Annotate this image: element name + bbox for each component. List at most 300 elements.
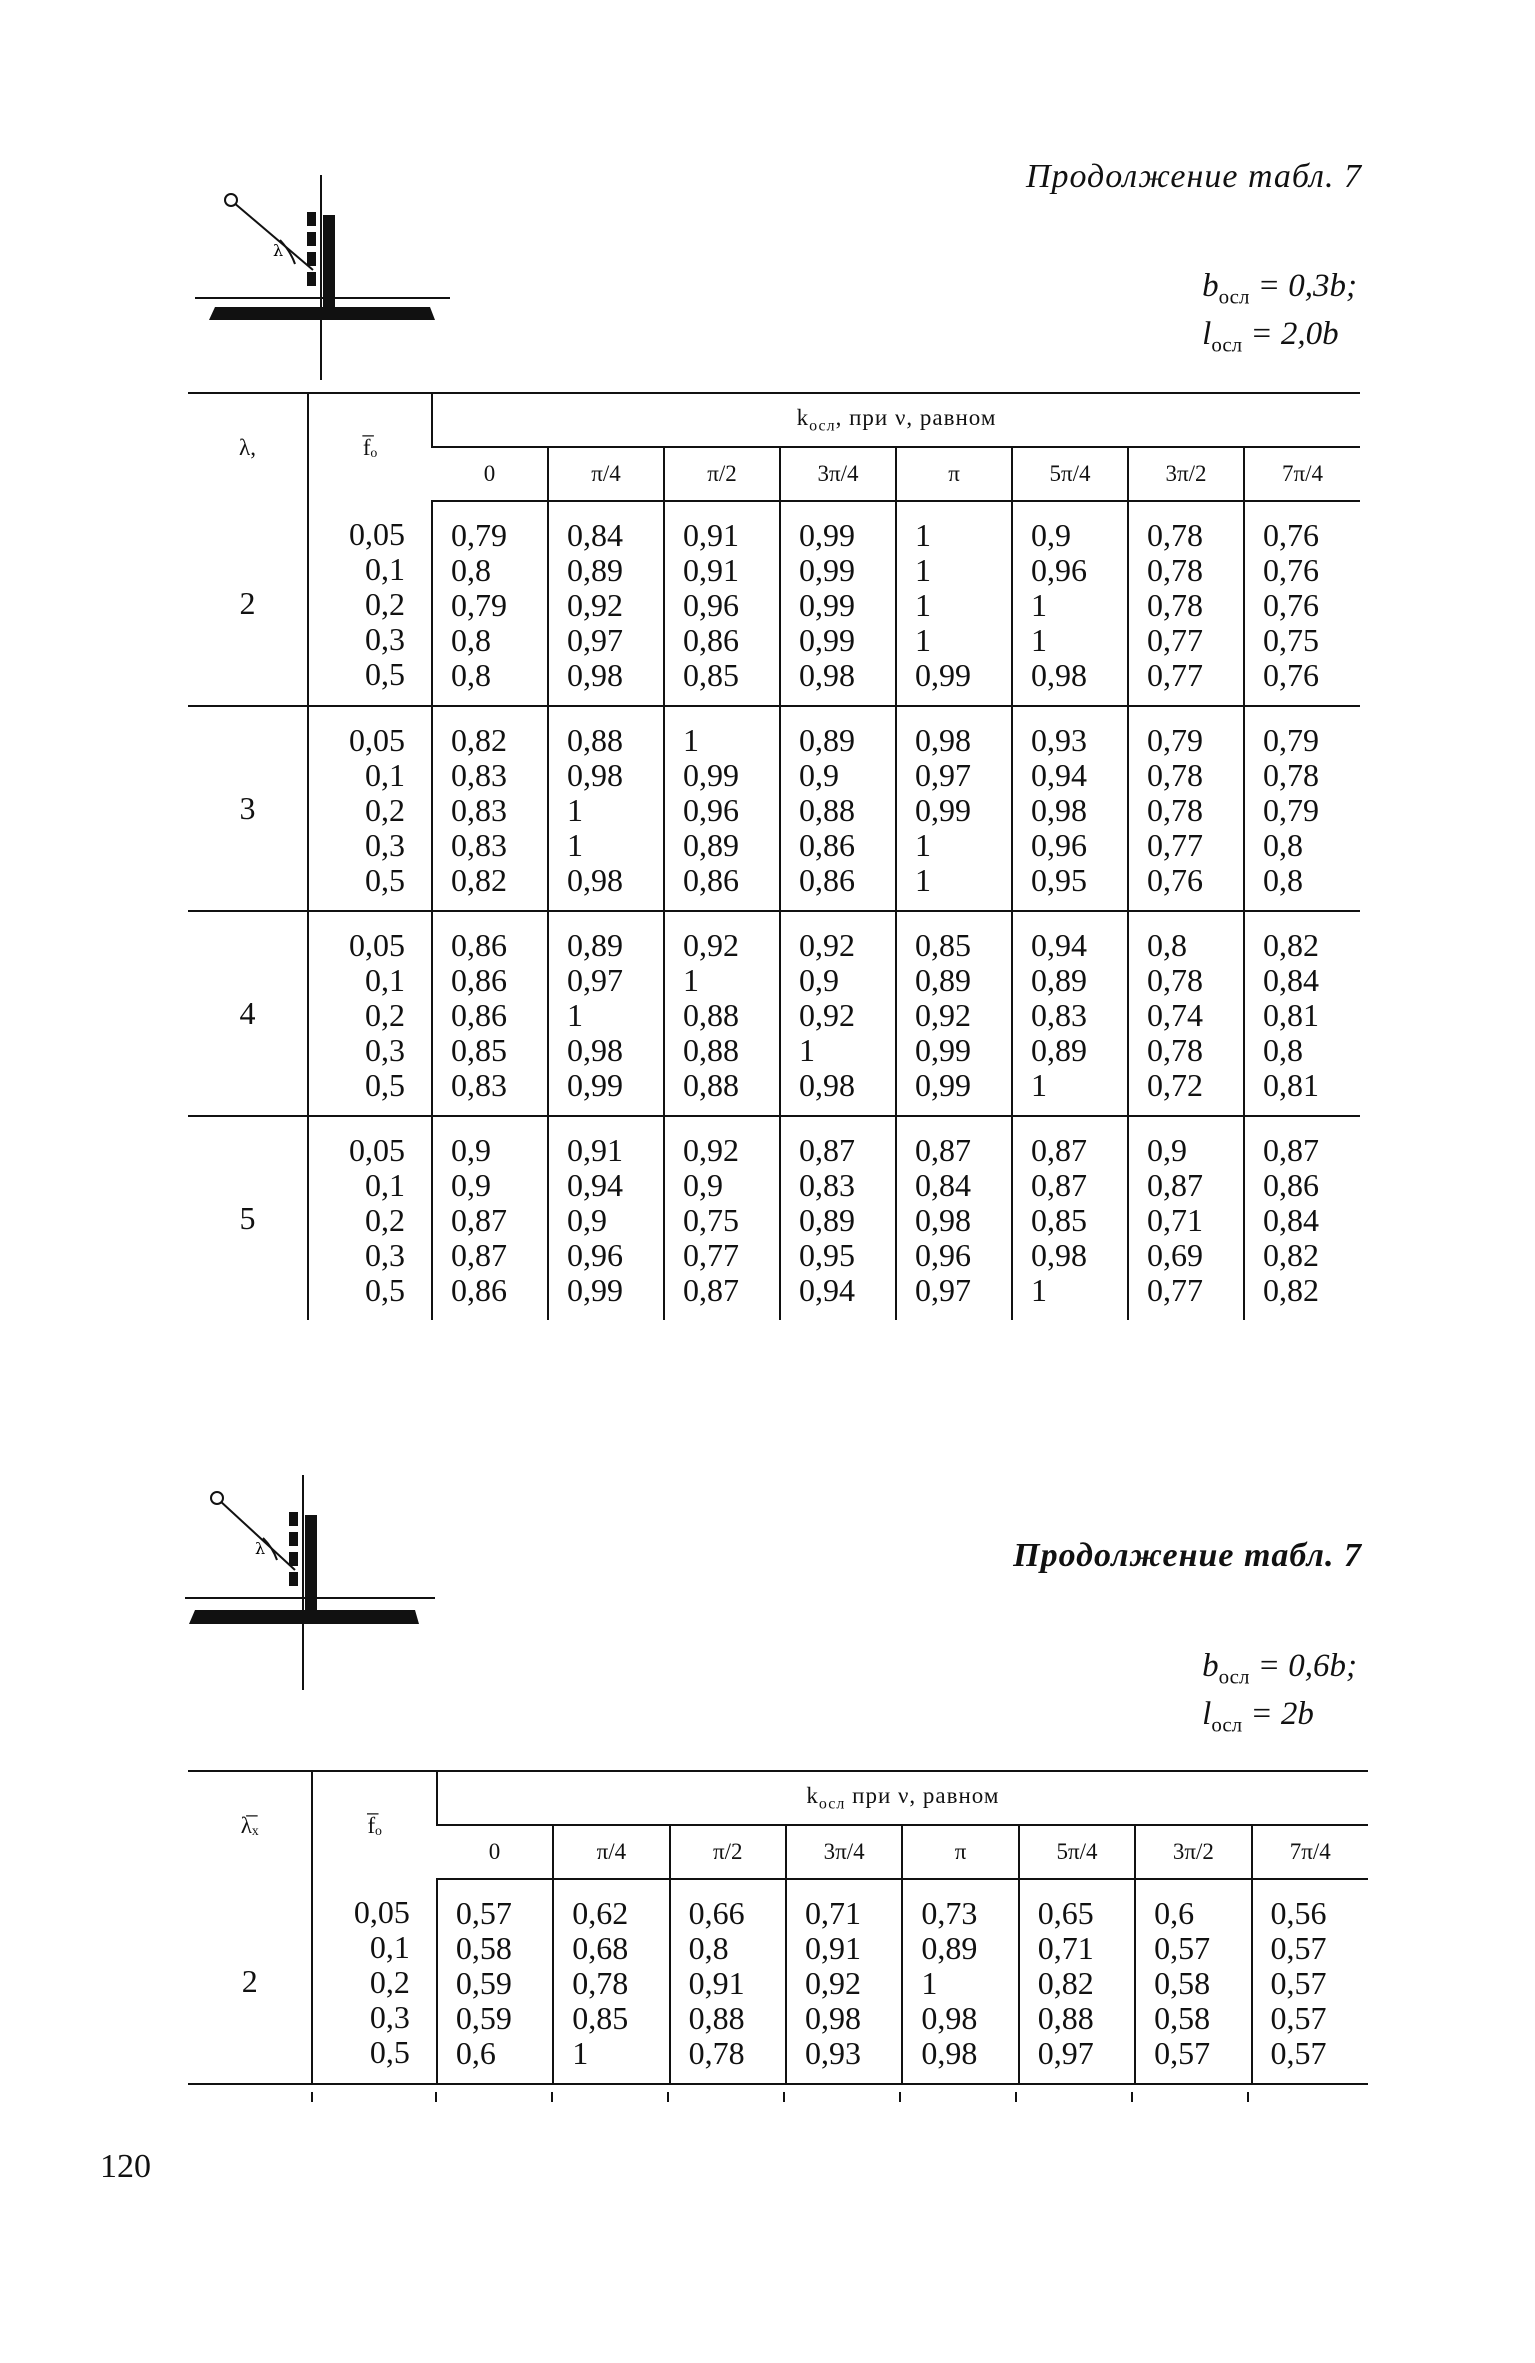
coefficient-value: 0,62 — [572, 1895, 629, 1931]
coefficient-value: 0,82 — [451, 722, 507, 758]
coefficient-value: 0,99 — [799, 552, 855, 588]
koef-subscript: осл — [809, 417, 836, 435]
coefficient-cell — [902, 1879, 1018, 2084]
weakened-zone-segment — [307, 212, 316, 226]
continuation-title: Продолжение табл. 7 — [1013, 1537, 1362, 1574]
coefficient-value: 0,92 — [683, 1132, 739, 1168]
coefficient-value: 0,65 — [1037, 1895, 1094, 1931]
coefficient-value: 0,99 — [915, 657, 971, 693]
coefficient-value: 0,99 — [915, 1067, 971, 1103]
coefficient-cell — [432, 1116, 548, 1320]
f-value: 0,1 — [365, 551, 405, 587]
f-cell — [312, 1879, 436, 2084]
coefficient-value: 0,81 — [1263, 1067, 1319, 1103]
coefficient-value: 0,89 — [799, 1202, 855, 1238]
coefficient-value: 0,57 — [1270, 2035, 1327, 2071]
column-tick — [1015, 2092, 1017, 2102]
coefficient-value: 1 — [1031, 1067, 1047, 1103]
coefficient-value: 0,89 — [799, 722, 855, 758]
column-tick — [899, 2092, 901, 2102]
coefficient-value: 0,6 — [1154, 1895, 1195, 1931]
angle-header: 0 — [437, 1825, 553, 1879]
load-point — [211, 1492, 223, 1504]
coefficient-value: 0,83 — [799, 1167, 855, 1203]
column-tick — [1247, 2092, 1249, 2102]
coefficient-value: 0,79 — [1147, 722, 1203, 758]
coefficient-value: 0,71 — [1147, 1202, 1203, 1238]
coefficient-value: 0,71 — [1037, 1930, 1094, 1966]
coefficient-value: 0,78 — [1147, 517, 1203, 553]
coefficient-header — [432, 393, 1360, 447]
coefficient-value: 0,98 — [915, 722, 971, 758]
coefficient-value: 0,78 — [1147, 1032, 1203, 1068]
lambda-cell: 5 — [188, 1116, 308, 1320]
coefficient-value: 0,84 — [1263, 962, 1319, 998]
coefficient-value: 0,97 — [915, 1272, 971, 1308]
coefficient-value: 0,86 — [799, 827, 855, 863]
coefficient-cell — [1012, 706, 1128, 911]
coefficient-value: 0,77 — [1147, 657, 1203, 693]
angle-header: 3π/2 — [1135, 1825, 1251, 1879]
coefficient-value: 0,83 — [1031, 997, 1087, 1033]
angle-header: 7π/4 — [1252, 1825, 1368, 1879]
lambda-cell: 2 — [188, 1879, 312, 2084]
coefficient-cell — [553, 1879, 669, 2084]
coefficient-value: 0,87 — [1031, 1132, 1087, 1168]
column-tick — [667, 2092, 669, 2102]
coefficient-value: 0,95 — [1031, 862, 1087, 898]
coefficient-cell — [1244, 1116, 1360, 1320]
koef-label: , при ν, равном — [835, 404, 997, 430]
coefficient-value: 0,73 — [921, 1895, 978, 1931]
coefficient-value: 0,9 — [451, 1132, 491, 1168]
coefficient-value: 0,71 — [804, 1895, 861, 1931]
coefficient-cell — [1012, 1116, 1128, 1320]
coefficient-value: 0,92 — [804, 1965, 861, 2001]
coefficient-value: 0,83 — [451, 1067, 507, 1103]
coefficient-value: 0,76 — [1263, 517, 1319, 553]
coefficient-value: 0,92 — [915, 997, 971, 1033]
coefficient-value: 0,94 — [799, 1272, 855, 1308]
coefficient-value: 0,9 — [1031, 517, 1071, 553]
coefficient-value: 0,76 — [1147, 862, 1203, 898]
coefficient-value: 0,87 — [915, 1132, 971, 1168]
coefficient-value: 0,97 — [915, 757, 971, 793]
coefficient-value: 0,98 — [921, 2000, 978, 2036]
coefficient-value: 0,92 — [567, 587, 623, 623]
coefficient-value: 0,87 — [799, 1132, 855, 1168]
koef-label: при ν, равном — [845, 1782, 1000, 1808]
coefficient-value: 0,77 — [1147, 622, 1203, 658]
coefficient-value: 0,94 — [567, 1167, 623, 1203]
coefficient-value: 0,83 — [451, 827, 507, 863]
coefficient-value: 0,9 — [567, 1202, 607, 1238]
coefficient-cell — [780, 501, 896, 706]
coefficient-value: 0,8 — [1263, 827, 1303, 863]
coefficient-cell — [896, 911, 1012, 1116]
coefficient-cell — [432, 911, 548, 1116]
coefficient-value: 0,8 — [1263, 1032, 1303, 1068]
f-value: 0,05 — [349, 722, 405, 758]
param-b: $b_{осл} = 0,3b$; — [1202, 268, 1357, 309]
coefficient-value: 0,98 — [567, 657, 623, 693]
coefficient-value: 1 — [915, 517, 931, 553]
coefficient-value: 0,85 — [683, 657, 739, 693]
coefficient-cell — [1128, 911, 1244, 1116]
angle-header: 3π/2 — [1128, 447, 1244, 501]
koef-symbol: k — [806, 1782, 819, 1808]
weakened-zone-segment — [289, 1572, 298, 1586]
header-row — [188, 1771, 1368, 1825]
column-tick — [551, 2092, 553, 2102]
coefficient-value: 0,99 — [915, 1032, 971, 1068]
f-value: 0,1 — [365, 1167, 405, 1203]
f-value: 0,2 — [365, 792, 405, 828]
angle-header: 3π/4 — [780, 447, 896, 501]
coefficient-value: 0,77 — [1147, 1272, 1203, 1308]
coefficient-value: 0,78 — [1147, 757, 1203, 793]
angle-lambda-mark: λ — [255, 1539, 266, 1558]
coefficient-cell — [1244, 501, 1360, 706]
f-value: 0,5 — [365, 1272, 405, 1308]
coefficient-value: 0,76 — [1263, 657, 1319, 693]
coefficient-value: 0,93 — [1031, 722, 1087, 758]
coefficient-value: 0,78 — [1263, 757, 1319, 793]
coefficient-value: 0,86 — [451, 927, 507, 963]
coefficient-value: 0,98 — [799, 657, 855, 693]
angle-lambda-mark: λ — [273, 241, 284, 260]
coefficient-value: 0,81 — [1263, 997, 1319, 1033]
coefficient-value: 0,96 — [1031, 827, 1087, 863]
coefficient-value: 0,84 — [1263, 1202, 1319, 1238]
coefficient-cell — [786, 1879, 902, 2084]
coefficient-value: 0,72 — [1147, 1067, 1203, 1103]
coefficient-value: 0,8 — [1147, 927, 1187, 963]
coefficient-cell — [1244, 706, 1360, 911]
coefficient-value: 0,96 — [915, 1237, 971, 1273]
coefficient-value: 1 — [915, 552, 931, 588]
f-cell — [308, 1116, 432, 1320]
coefficient-value: 0,58 — [455, 1930, 512, 1966]
coefficient-value: 0,86 — [451, 1272, 507, 1308]
coefficient-cell — [548, 706, 664, 911]
coefficient-value: 1 — [799, 1032, 815, 1068]
load-line — [219, 1500, 295, 1570]
coefficient-value: 0,84 — [915, 1167, 971, 1203]
coefficient-value: 0,99 — [799, 587, 855, 623]
coefficient-value: 0,9 — [451, 1167, 491, 1203]
coefficient-value: 1 — [915, 827, 931, 863]
table-row — [188, 1116, 1360, 1320]
f-value: 0,3 — [369, 1999, 410, 2035]
coefficient-value: 0,83 — [451, 757, 507, 793]
coefficient-value: 0,84 — [567, 517, 623, 553]
coefficient-cell — [664, 1116, 780, 1320]
continuation-title: Продолжение табл. 7 — [1025, 158, 1362, 195]
coefficient-cell — [1128, 706, 1244, 911]
coefficient-value: 0,66 — [688, 1895, 745, 1931]
coefficient-cell — [1252, 1879, 1368, 2084]
koef-subscript: осл — [818, 1795, 846, 1813]
f-header: f̅ₒ — [308, 393, 432, 501]
coefficient-value: 0,74 — [1147, 997, 1203, 1033]
coefficient-cell — [664, 706, 780, 911]
coefficient-value: 1 — [915, 622, 931, 658]
coefficient-header — [437, 1771, 1368, 1825]
coefficient-value: 0,59 — [455, 1965, 512, 2001]
coefficient-value: 0,98 — [567, 1032, 623, 1068]
coefficient-value: 1 — [683, 722, 699, 758]
coefficient-value: 0,99 — [683, 757, 739, 793]
coefficient-value: 0,92 — [799, 927, 855, 963]
weakened-zone-segment — [289, 1512, 298, 1526]
coefficient-value: 1 — [567, 827, 583, 863]
coefficient-cell — [1012, 911, 1128, 1116]
coefficient-value: 1 — [683, 962, 699, 998]
angle-header: 5π/4 — [1019, 1825, 1135, 1879]
coefficient-value: 0,89 — [915, 962, 971, 998]
coefficient-cell — [896, 706, 1012, 911]
coefficient-value: 0,78 — [688, 2035, 745, 2071]
f-value: 0,2 — [365, 586, 405, 622]
f-value: 0,5 — [365, 1067, 405, 1103]
coefficient-value: 0,8 — [688, 1930, 729, 1966]
coefficient-value: 0,82 — [1263, 1272, 1319, 1308]
coefficient-value: 0,96 — [1031, 552, 1087, 588]
coefficient-value: 0,79 — [1263, 792, 1319, 828]
coefficient-value: 0,98 — [1031, 1237, 1087, 1273]
coefficient-value: 0,8 — [1263, 862, 1303, 898]
coefficient-value: 1 — [921, 1965, 938, 2001]
lambda-header: λ̅ₓ — [188, 1771, 312, 1879]
coefficient-value: 0,87 — [1147, 1167, 1203, 1203]
coefficient-value: 0,98 — [915, 1202, 971, 1238]
coefficient-value: 0,68 — [572, 1930, 629, 1966]
coefficient-value: 0,98 — [921, 2035, 978, 2071]
f-value: 0,2 — [365, 997, 405, 1033]
coefficient-value: 0,57 — [455, 1895, 512, 1931]
coefficient-value: 0,83 — [451, 792, 507, 828]
param-b: $b_{осл} = 0,6b$; — [1202, 1648, 1357, 1689]
coefficient-cell — [780, 1116, 896, 1320]
coefficient-value: 0,8 — [451, 552, 491, 588]
f-cell — [308, 501, 432, 706]
coefficient-value: 0,98 — [1031, 657, 1087, 693]
coefficient-cell — [432, 501, 548, 706]
coefficient-value: 0,97 — [567, 962, 623, 998]
f-value: 0,2 — [369, 1964, 410, 2000]
coefficient-value: 0,9 — [683, 1167, 723, 1203]
coefficient-value: 0,98 — [804, 2000, 861, 2036]
coefficient-value: 0,88 — [683, 1032, 739, 1068]
coefficient-value: 0,98 — [1031, 792, 1087, 828]
coefficient-value: 0,91 — [804, 1930, 861, 1966]
coefficient-value: 0,87 — [451, 1202, 507, 1238]
coefficient-cell — [1012, 501, 1128, 706]
coefficient-value: 1 — [915, 862, 931, 898]
coefficient-value: 0,77 — [1147, 827, 1203, 863]
coefficient-value: 0,92 — [799, 997, 855, 1033]
coefficient-cell — [548, 911, 664, 1116]
coefficient-value: 0,78 — [1147, 962, 1203, 998]
coefficient-value: 0,96 — [683, 587, 739, 623]
f-value: 0,3 — [365, 1032, 405, 1068]
coefficient-value: 0,85 — [915, 927, 971, 963]
lambda-cell: 4 — [188, 911, 308, 1116]
coefficient-value: 0,78 — [1147, 587, 1203, 623]
angle-header: 5π/4 — [1012, 447, 1128, 501]
coefficient-value: 0,57 — [1270, 1965, 1327, 2001]
f-cell — [308, 706, 432, 911]
coefficient-value: 0,87 — [451, 1237, 507, 1273]
coefficient-value: 0,89 — [1031, 962, 1087, 998]
coefficient-cell — [1019, 1879, 1135, 2084]
coefficient-cell — [548, 501, 664, 706]
coefficient-value: 0,89 — [921, 1930, 978, 1966]
coefficient-value: 0,89 — [567, 552, 623, 588]
f-cell — [308, 911, 432, 1116]
coefficient-value: 0,87 — [1263, 1132, 1319, 1168]
coefficient-value: 0,79 — [1263, 722, 1319, 758]
lambda-cell: 2 — [239, 584, 256, 621]
coefficient-value: 0,98 — [799, 1067, 855, 1103]
column-tick — [783, 2092, 785, 2102]
angle-section-diagram — [195, 170, 475, 380]
coefficient-value: 0,82 — [1263, 1237, 1319, 1273]
f-value: 0,05 — [349, 516, 405, 552]
coefficient-value: 0,82 — [451, 862, 507, 898]
coefficient-value: 0,78 — [1147, 552, 1203, 588]
coefficient-cell — [664, 501, 780, 706]
coefficient-value: 0,89 — [567, 927, 623, 963]
weakened-zone-segment — [289, 1532, 298, 1546]
coefficient-value: 0,8 — [451, 657, 491, 693]
coefficient-cell — [896, 501, 1012, 706]
coefficient-value: 0,96 — [567, 1237, 623, 1273]
coefficient-cell — [1128, 1116, 1244, 1320]
f-value: 0,1 — [369, 1929, 410, 1965]
angle-header: π — [902, 1825, 1018, 1879]
table-row — [188, 911, 1360, 1116]
coefficient-value: 0,85 — [1031, 1202, 1087, 1238]
angle-header: 0 — [432, 447, 548, 501]
coefficient-value: 0,91 — [567, 1132, 623, 1168]
coefficient-value: 0,6 — [455, 2035, 496, 2071]
coefficient-value: 0,56 — [1270, 1895, 1327, 1931]
page-number: 120 — [100, 2148, 151, 2185]
coefficient-value: 0,79 — [451, 517, 507, 553]
coefficient-value: 0,78 — [572, 1965, 629, 2001]
coefficient-value: 0,95 — [799, 1237, 855, 1273]
param-l: $l_{осл} = 2b$ — [1202, 1695, 1314, 1737]
weakened-zone-segment — [307, 232, 316, 246]
table-row — [188, 706, 1360, 911]
coefficient-value: 0,88 — [567, 722, 623, 758]
coefficient-value: 0,78 — [1147, 792, 1203, 828]
coefficient-value: 0,86 — [799, 862, 855, 898]
coefficient-value: 0,86 — [1263, 1167, 1319, 1203]
param-l: $l_{осл} = 2,0b$ — [1202, 315, 1339, 357]
angle-header: π — [896, 447, 1012, 501]
coefficient-value: 0,86 — [683, 622, 739, 658]
angle-header: π/2 — [670, 1825, 786, 1879]
coefficient-value: 0,58 — [1154, 1965, 1211, 2001]
coefficient-value: 0,86 — [451, 962, 507, 998]
coefficient-value: 0,57 — [1270, 2000, 1327, 2036]
coefficient-value: 0,57 — [1270, 1930, 1327, 1966]
f-value: 0,05 — [353, 1894, 410, 1930]
coefficient-cell — [437, 1879, 553, 2084]
coefficient-value: 0,57 — [1154, 2035, 1211, 2071]
f-value: 0,3 — [365, 1237, 405, 1273]
coefficient-cell — [1135, 1879, 1251, 2084]
angle-header: π/2 — [664, 447, 780, 501]
coefficient-table — [188, 1770, 1368, 2085]
coefficient-value: 0,87 — [1031, 1167, 1087, 1203]
coefficient-value: 0,85 — [451, 1032, 507, 1068]
coefficient-value: 0,77 — [683, 1237, 739, 1273]
coefficient-value: 0,88 — [688, 2000, 745, 2036]
coefficient-value: 1 — [1031, 1272, 1047, 1308]
coefficient-value: 0,79 — [451, 587, 507, 623]
angle-section-diagram — [185, 1470, 455, 1690]
weakened-zone-segment — [289, 1552, 298, 1566]
coefficient-value: 0,92 — [683, 927, 739, 963]
coefficient-value: 0,91 — [683, 552, 739, 588]
coefficient-cell — [664, 911, 780, 1116]
coefficient-value: 0,98 — [567, 757, 623, 793]
coefficient-value: 1 — [567, 792, 583, 828]
f-value: 0,2 — [365, 1202, 405, 1238]
weakening-parameters — [1202, 268, 1357, 363]
coefficient-value: 0,94 — [1031, 927, 1087, 963]
f-value: 0,1 — [365, 962, 405, 998]
header-row — [188, 393, 1360, 447]
table-row — [188, 501, 1360, 706]
coefficient-value: 0,85 — [572, 2000, 629, 2036]
coefficient-value: 0,75 — [683, 1202, 739, 1238]
f-value: 0,5 — [365, 656, 405, 692]
coefficient-cell — [1128, 501, 1244, 706]
coefficient-value: 0,91 — [688, 1965, 745, 2001]
angle-header: π/4 — [548, 447, 664, 501]
table-continuation-ticks — [188, 2092, 1368, 2102]
coefficient-value: 0,99 — [799, 517, 855, 553]
coefficient-value: 0,88 — [683, 997, 739, 1033]
f-value: 0,05 — [349, 1132, 405, 1168]
coefficient-value: 0,99 — [567, 1067, 623, 1103]
f-value: 0,5 — [365, 862, 405, 898]
angle-header: π/4 — [553, 1825, 669, 1879]
coefficient-value: 0,8 — [451, 622, 491, 658]
f-value: 0,5 — [369, 2034, 410, 2070]
weakened-zone-segment — [307, 252, 316, 266]
coefficient-value: 0,82 — [1263, 927, 1319, 963]
weakened-zone-segment — [307, 272, 316, 286]
coefficient-value: 0,88 — [799, 792, 855, 828]
coefficient-cell — [1244, 911, 1360, 1116]
coefficient-value: 0,98 — [567, 862, 623, 898]
koef-symbol: k — [796, 404, 810, 430]
coefficient-value: 0,76 — [1263, 587, 1319, 623]
coefficient-cell — [432, 706, 548, 911]
coefficient-cell — [780, 911, 896, 1116]
coefficient-value: 0,86 — [451, 997, 507, 1033]
coefficient-value: 0,99 — [915, 792, 971, 828]
angle-header: 7π/4 — [1244, 447, 1360, 501]
coefficient-value: 0,9 — [799, 757, 839, 793]
coefficient-value: 1 — [1031, 587, 1047, 623]
